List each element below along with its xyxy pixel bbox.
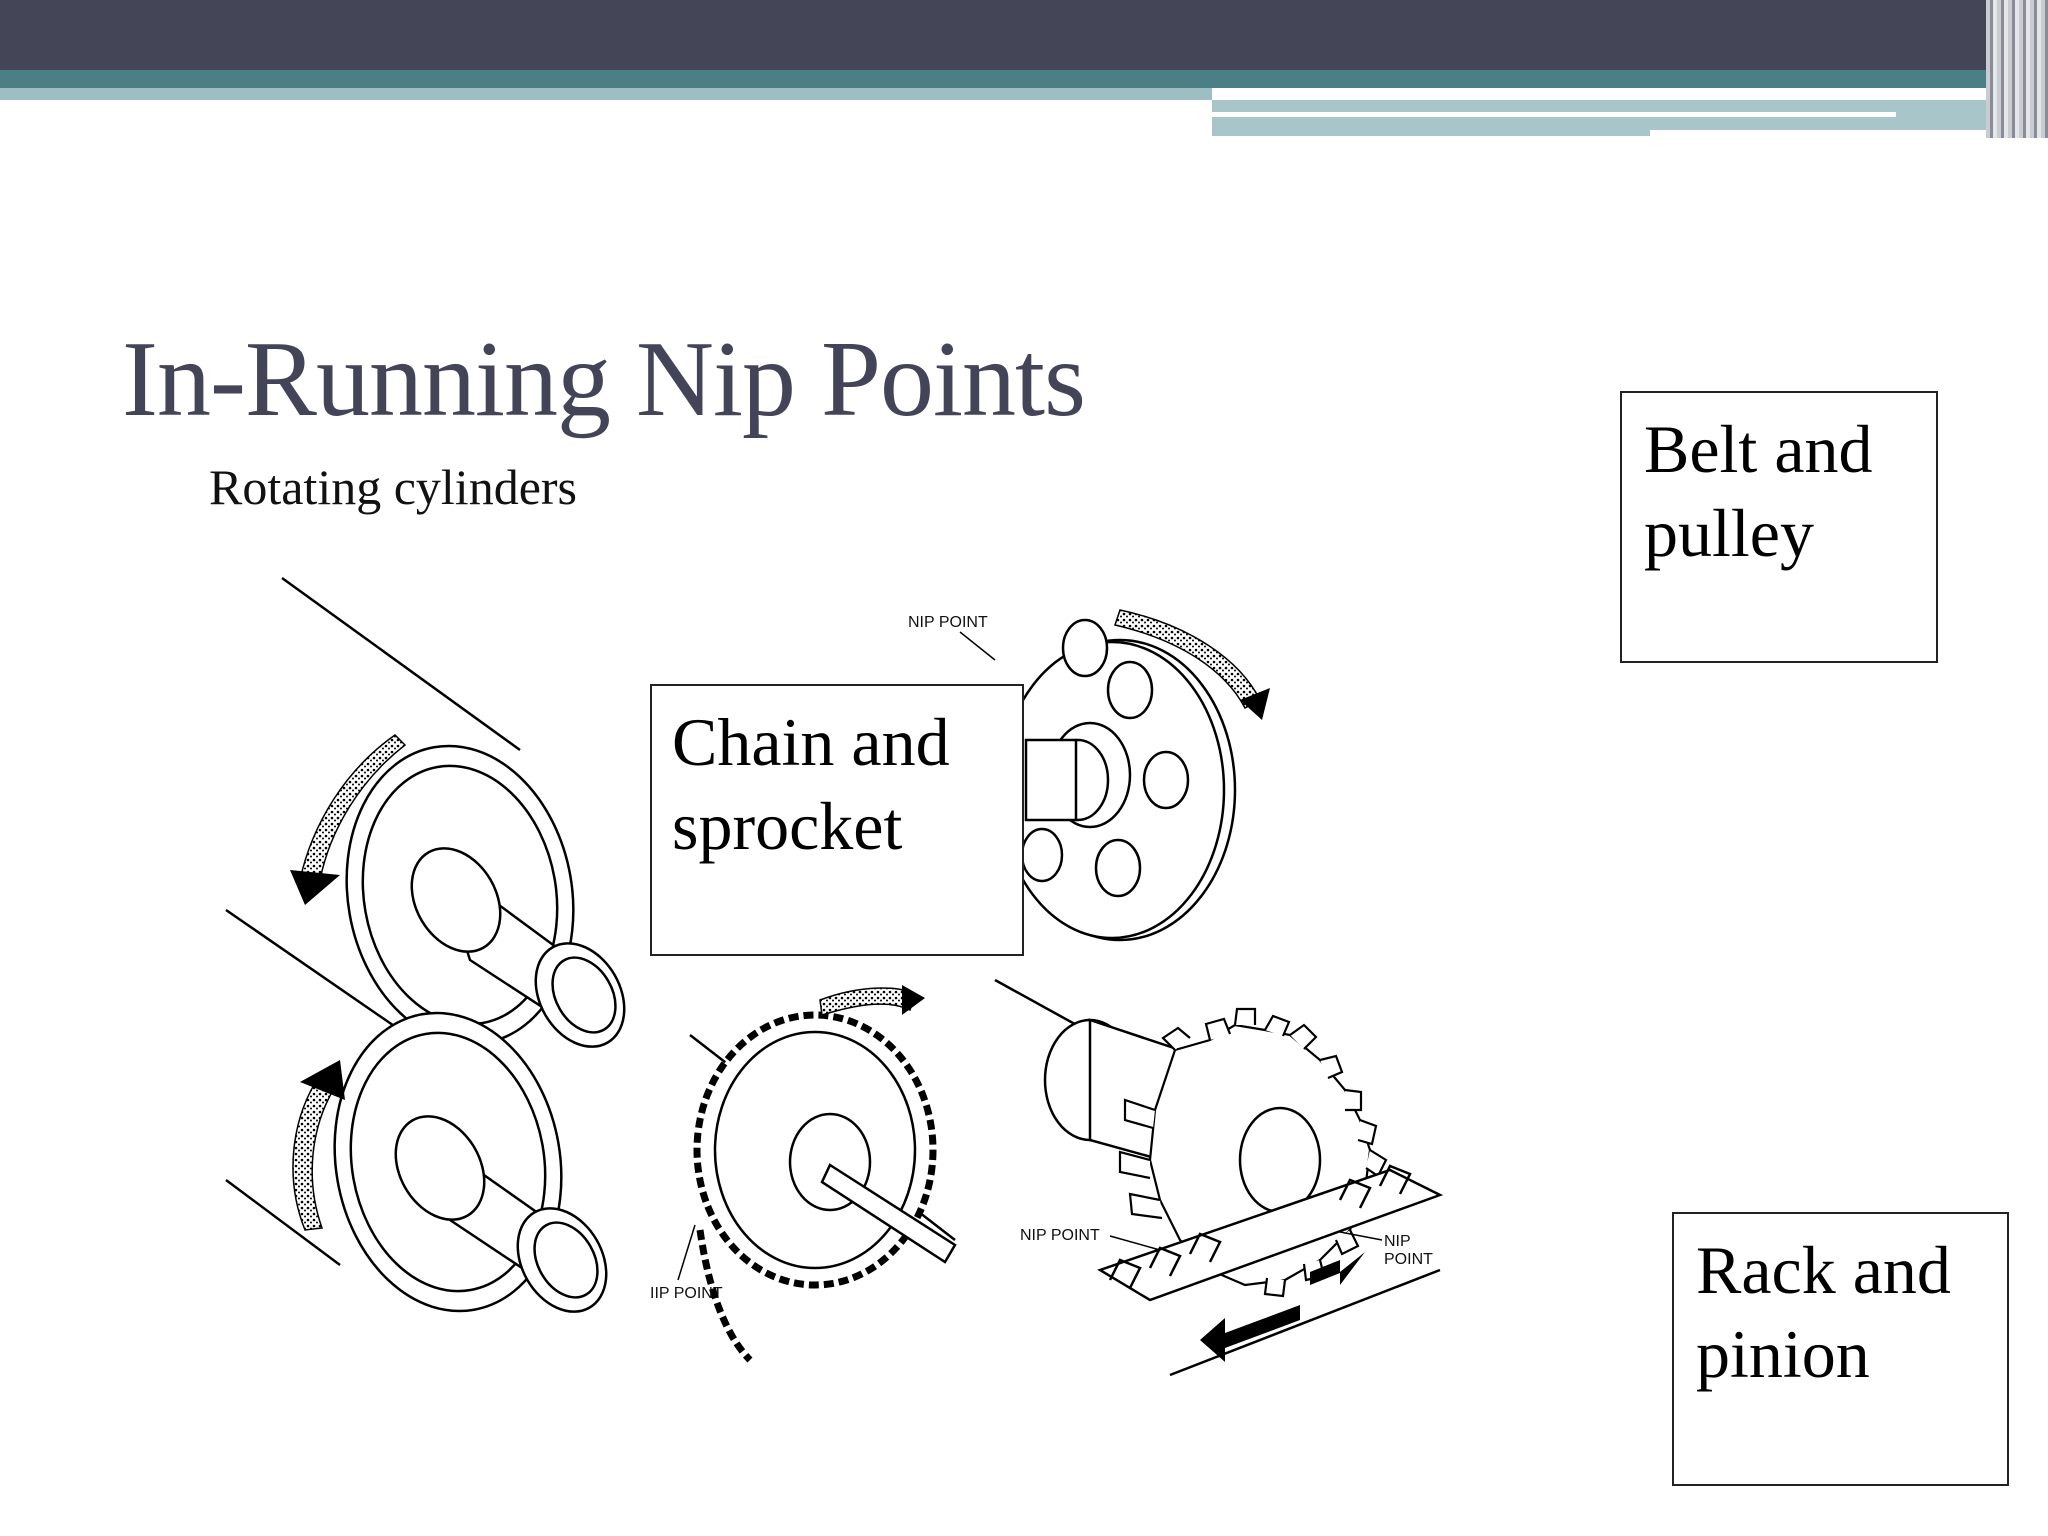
rack-pinion-drawing xyxy=(995,980,1440,1375)
rack-motion-arrow-left xyxy=(1200,1305,1300,1362)
chain-sprocket-label-box xyxy=(650,684,1024,956)
rotating-cylinders-drawing xyxy=(226,578,642,1329)
slide-title: In-Running Nip Points xyxy=(122,320,1086,439)
gear-nip-label-left: NIP POINT xyxy=(1020,1227,1100,1244)
slide-subtitle: Rotating cylinders xyxy=(209,459,577,515)
chain-nip-leader xyxy=(678,1225,695,1280)
rack-label-line-1: Rack and xyxy=(1696,1232,1951,1308)
rack-pinion-label-box xyxy=(1672,1212,2009,1486)
gear-nip-label-right-2: POINT xyxy=(1384,1251,1433,1268)
pulley-nip-leader xyxy=(960,632,995,660)
chain-label-line-2: sprocket xyxy=(672,788,903,864)
chain-nip-label: IIP POINT xyxy=(650,1285,723,1302)
gear-nip-leader-left xyxy=(1110,1236,1160,1250)
belt-label-line-1: Belt and xyxy=(1644,411,1873,487)
belt-pulley-label-box xyxy=(1620,391,1938,663)
sprocket-arrow-head xyxy=(902,985,925,1015)
chain-sprocket-drawing xyxy=(690,1015,955,1360)
gear-nip-label-right-1: NIP xyxy=(1384,1233,1411,1250)
chain-label-line-1: Chain and xyxy=(672,704,950,780)
belt-pulley-drawing xyxy=(1000,620,1235,940)
rack-label-line-2: pinion xyxy=(1696,1316,1870,1392)
pulley-nip-label: NIP POINT xyxy=(908,614,988,631)
sprocket-rotation-arrow xyxy=(820,988,915,1015)
belt-label-line-2: pulley xyxy=(1644,495,1814,571)
